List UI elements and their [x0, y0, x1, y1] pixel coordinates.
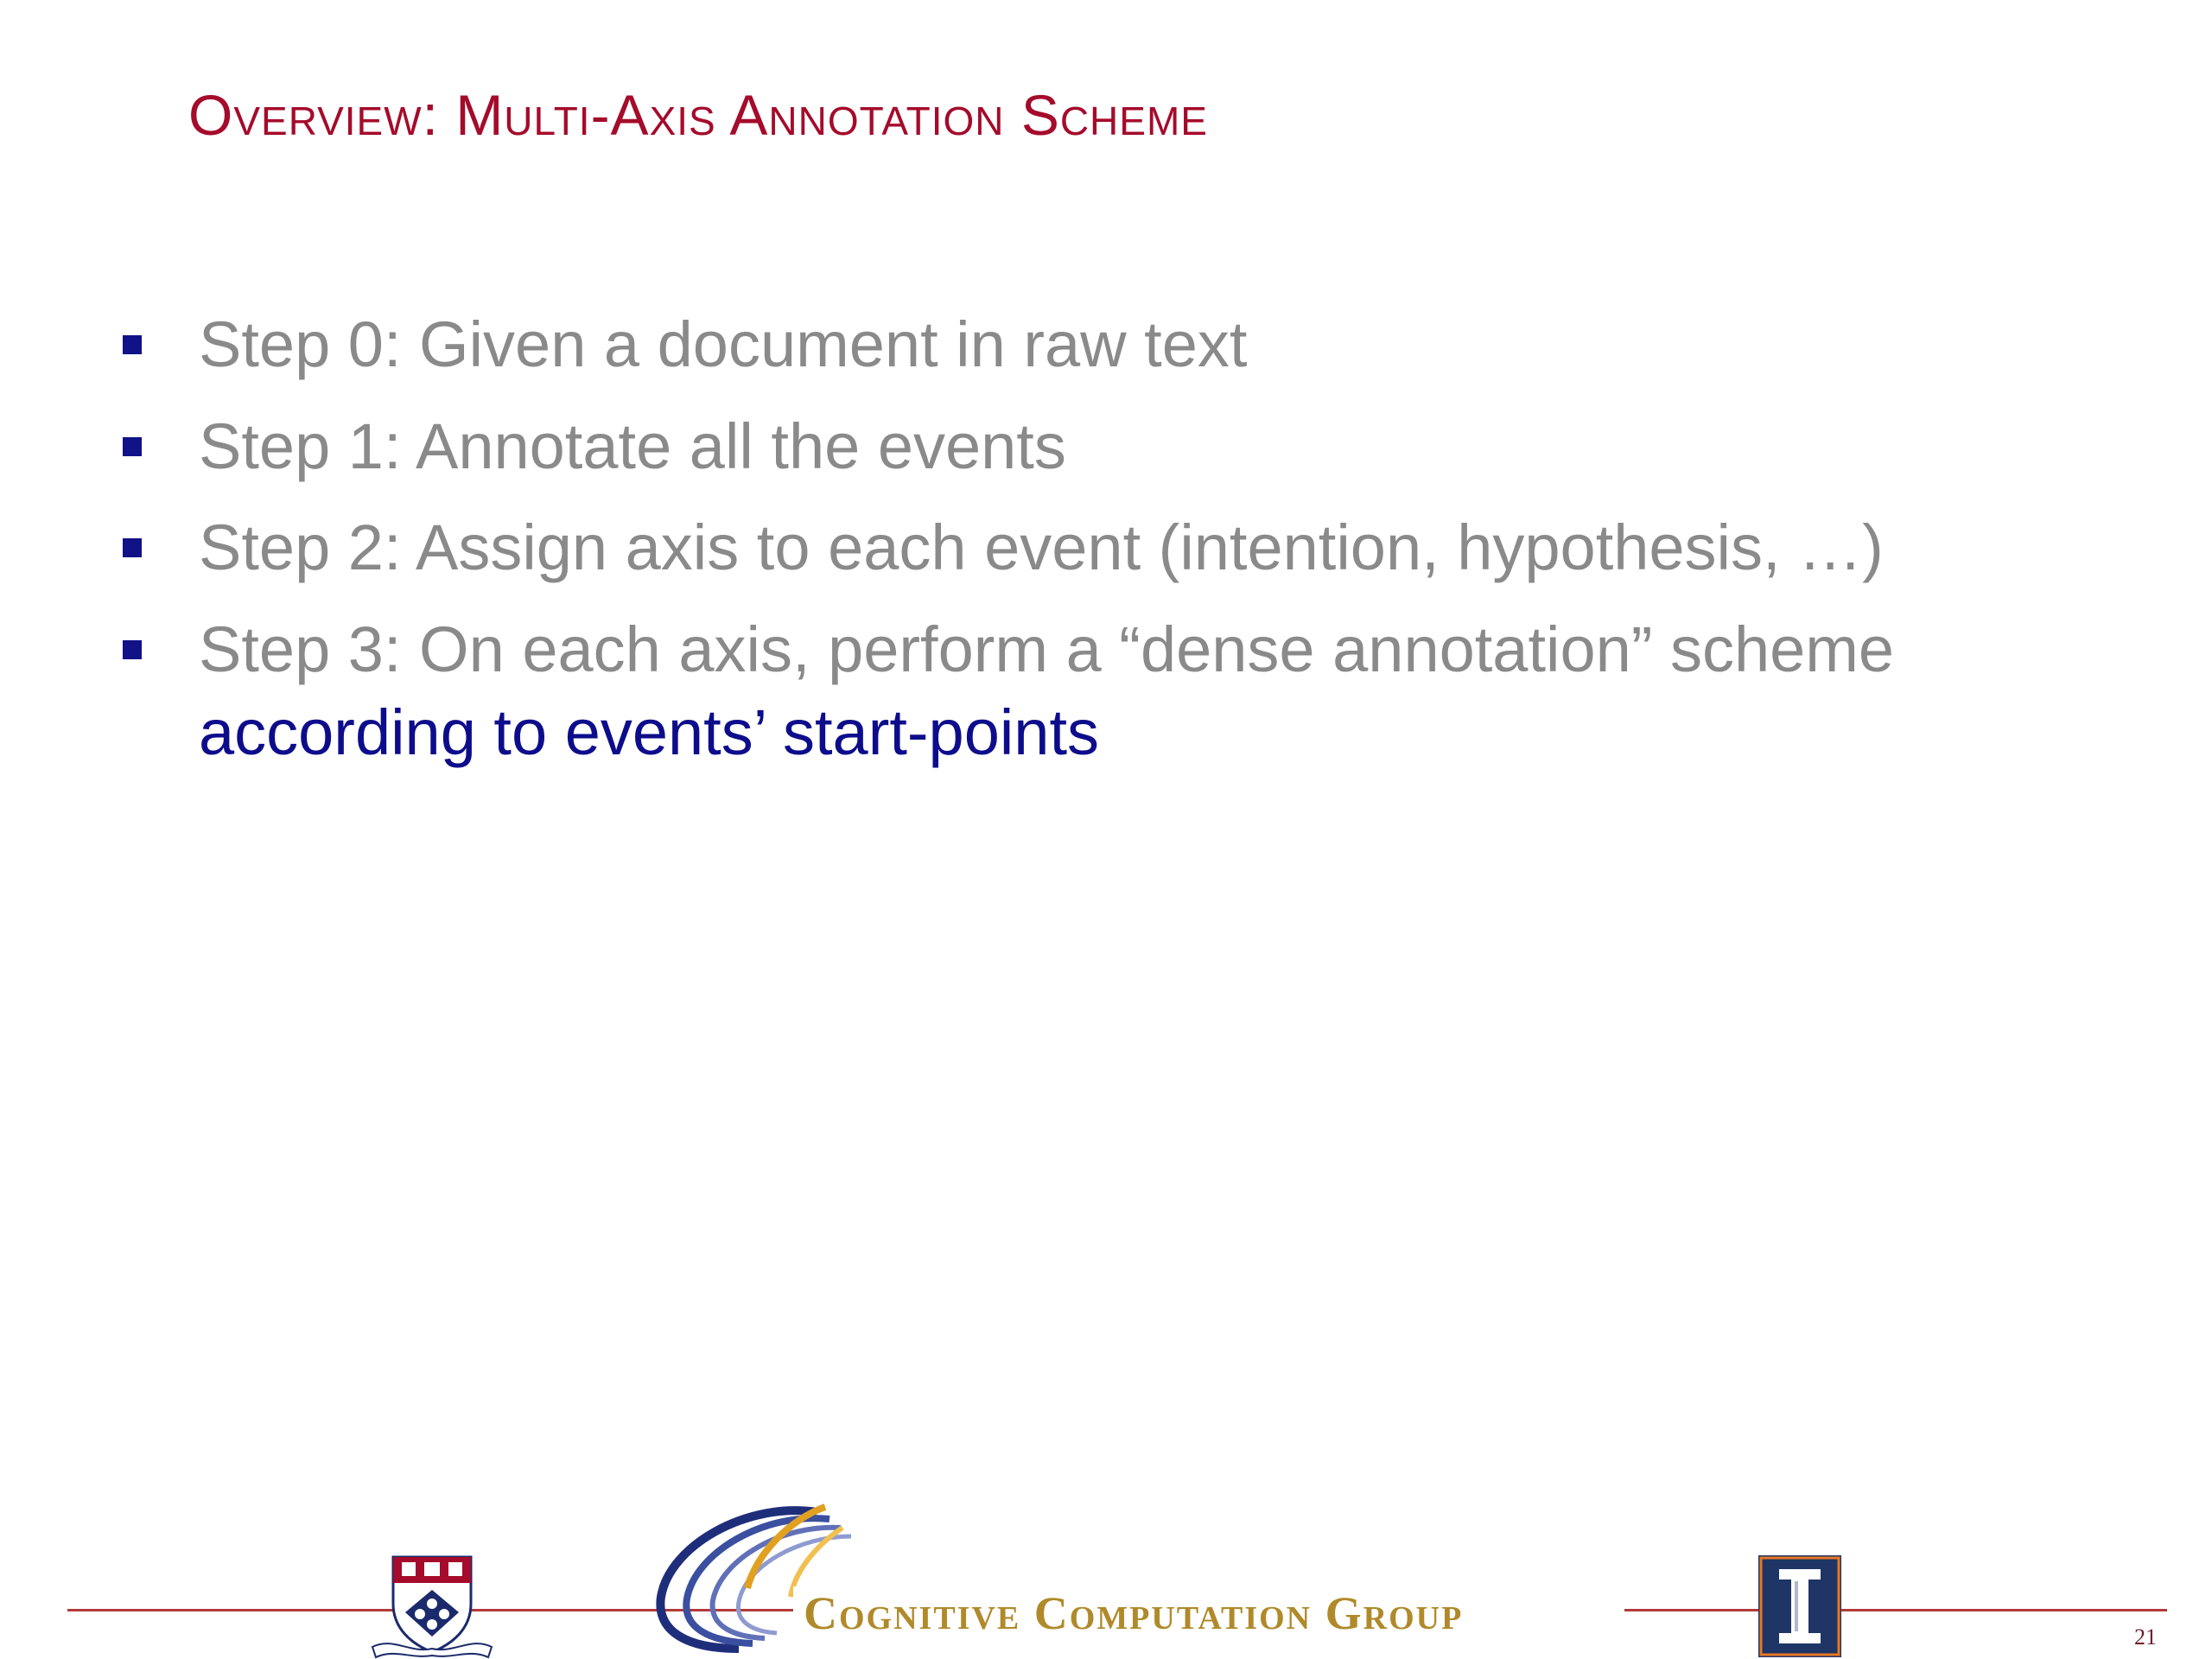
square-bullet-icon [123, 335, 142, 354]
page-number: 21 [2134, 1624, 2157, 1649]
bullet-text: Step 0: Given a document in raw text [199, 308, 1248, 380]
square-bullet-icon [123, 538, 142, 557]
bullet-item [121, 613, 2108, 768]
bullet-item [121, 410, 2108, 482]
illinois-logo [1758, 1555, 1841, 1657]
bullet-highlight-text: according to events’ start-points [199, 696, 1099, 768]
group-name: Cognitive Computation Group [804, 1587, 1464, 1639]
bullet-list [121, 308, 2108, 800]
bullet-text: Step 2: Assign axis to each event (intention, hypothesis, …) [199, 512, 1884, 584]
bullet-item [121, 514, 2108, 582]
square-bullet-icon [123, 640, 142, 659]
slide-title: Overview: Multi-Axis Annotation Scheme [188, 83, 1208, 147]
bullet-text: Step 1: Annotate all the events [199, 410, 1066, 482]
square-bullet-icon [123, 437, 142, 456]
penn-shield-logo [367, 1554, 497, 1659]
bullet-item [121, 308, 2108, 380]
bullet-text: Step 3: On each axis, perform a “dense annotation” scheme [199, 613, 1895, 686]
